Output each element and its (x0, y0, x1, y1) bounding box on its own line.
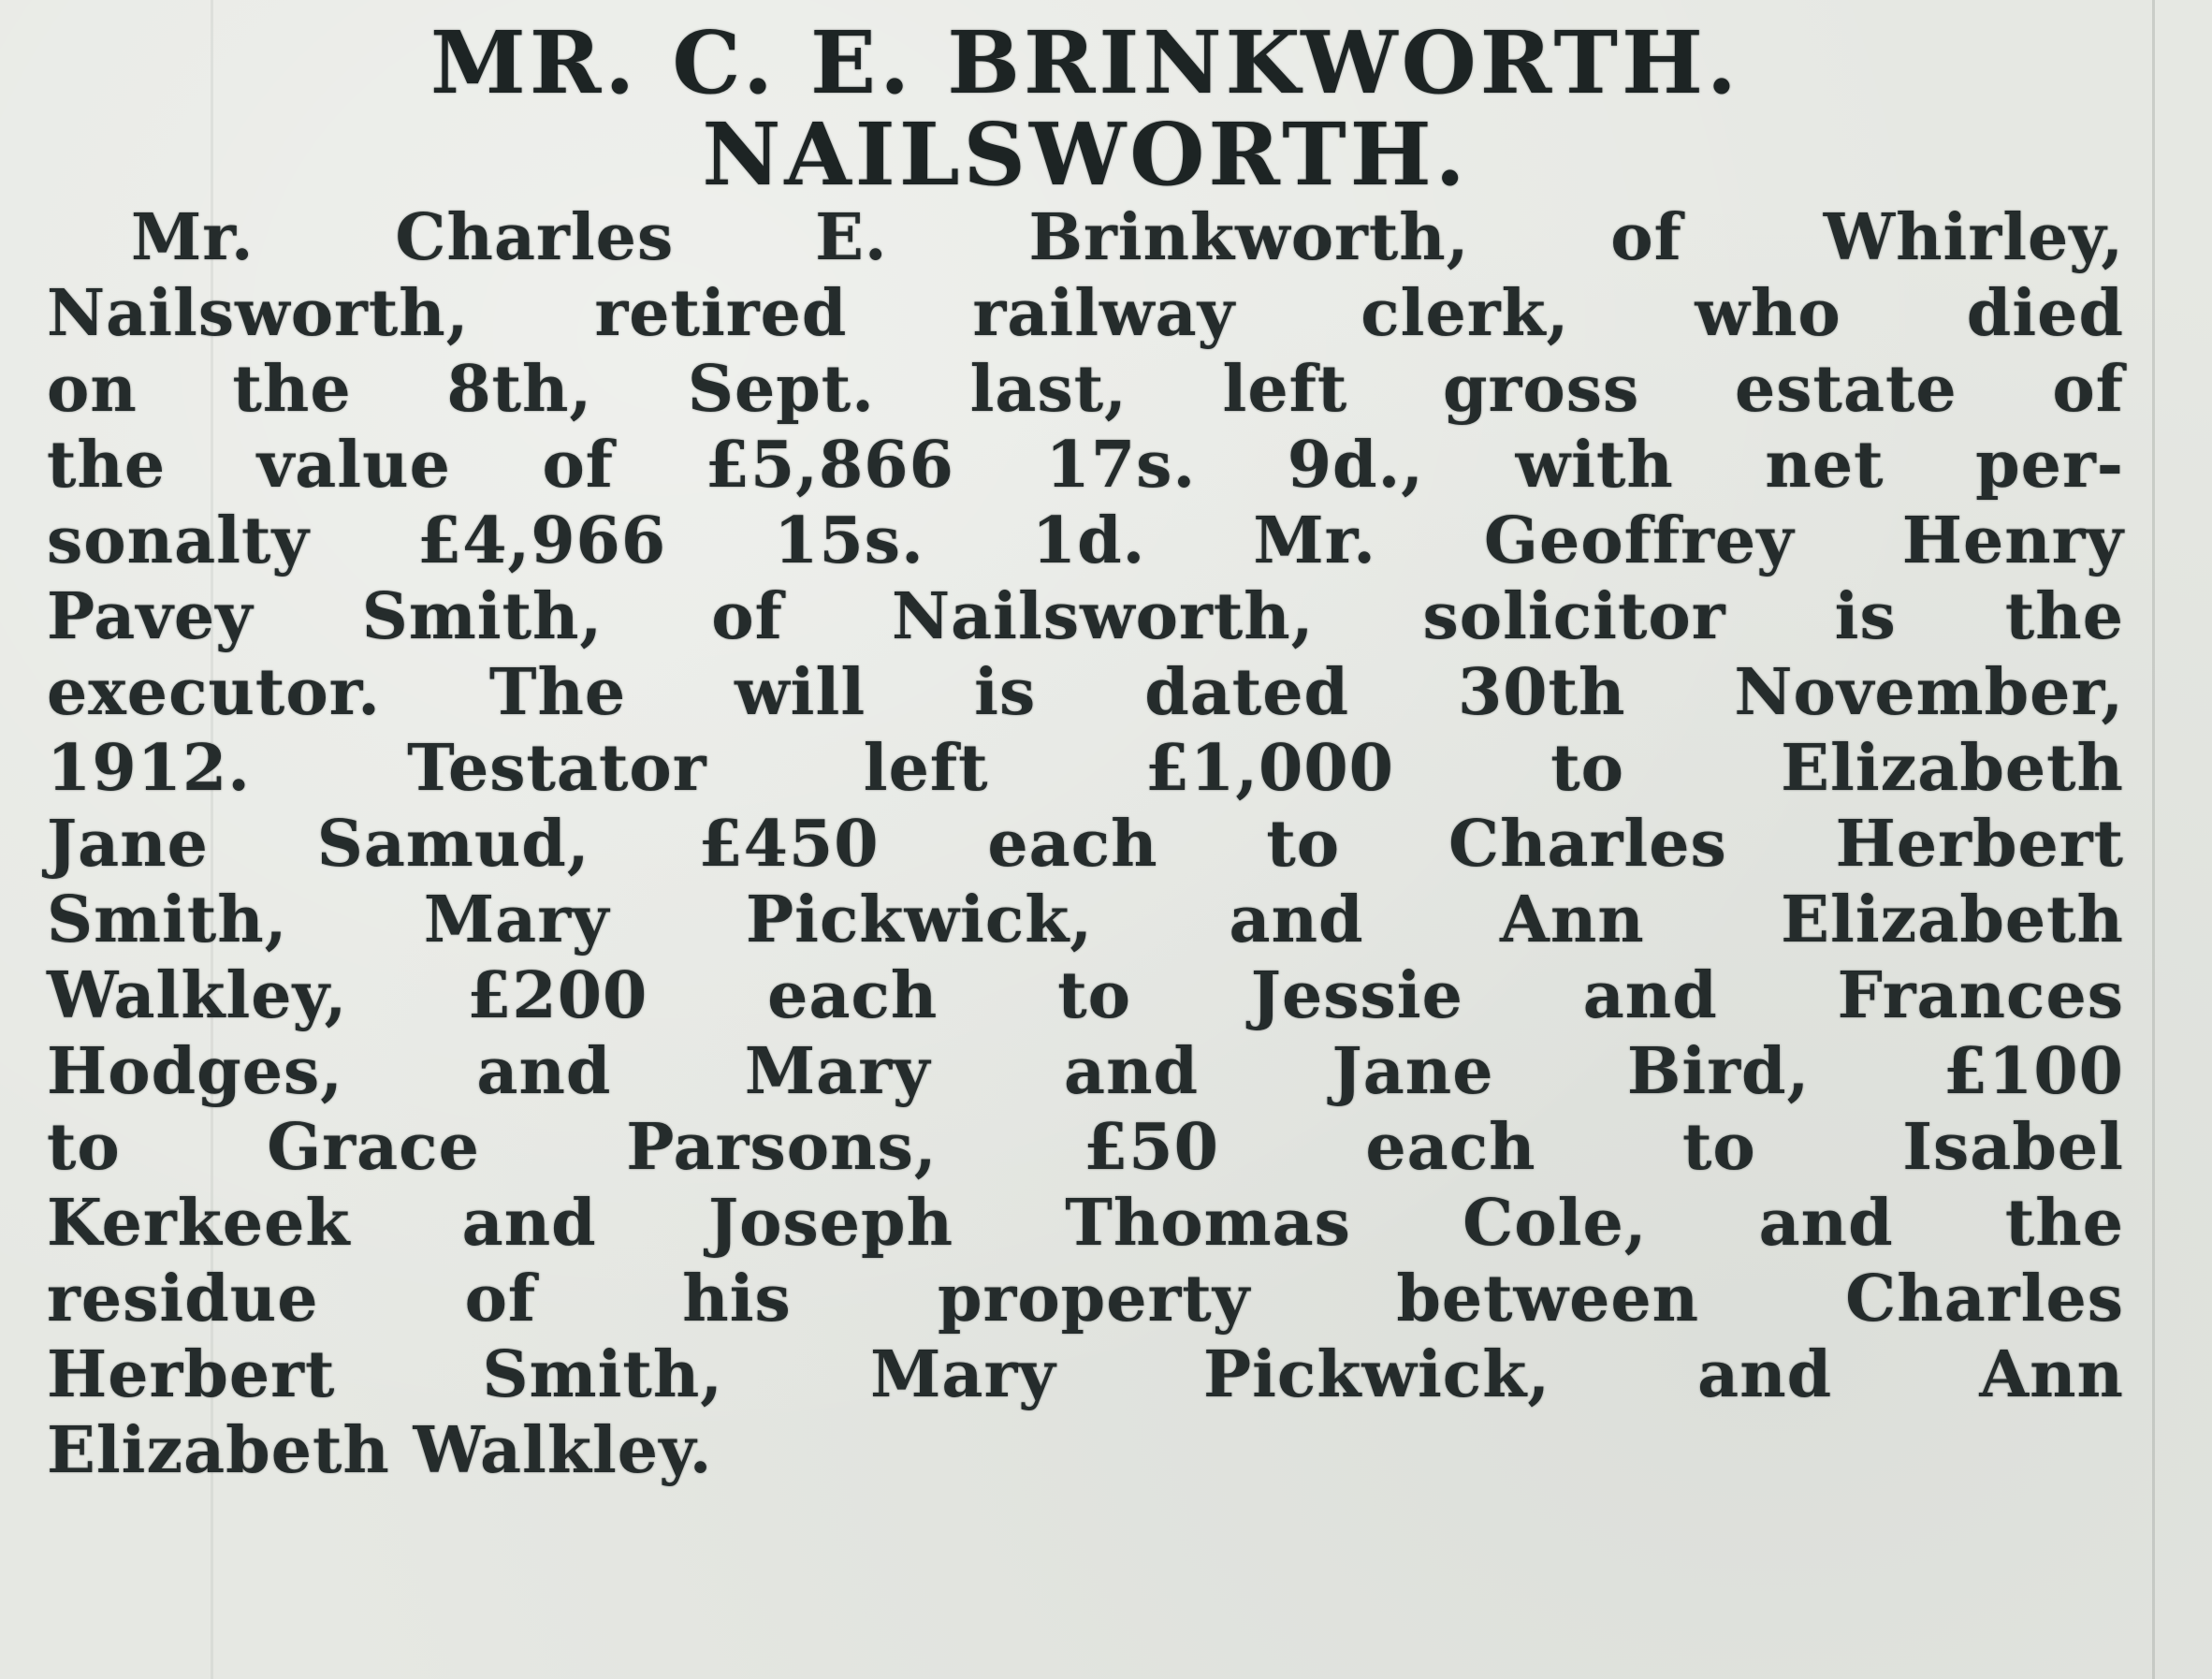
body-line: sonalty £4,966 15s. 1d. Mr. Geoffrey Henry (47, 504, 2124, 578)
body-line: Mr. Charles E. Brinkworth, of Whirley, (131, 200, 2124, 275)
obituary-article (47, 12, 2124, 1489)
body-line: Walkley, £200 each to Jessie and Frances (47, 958, 2124, 1033)
body-line: executor. The will is dated 30th November, (47, 655, 2124, 730)
body-line: Jane Samud, £450 each to Charles Herbert (47, 807, 2124, 882)
body-line: Pavey Smith, of Nailsworth, solicitor is the (47, 579, 2124, 654)
article-headline (47, 12, 2124, 205)
column-rule (2152, 0, 2155, 1679)
body-line: to Grace Parsons, £50 each to Isabel (47, 1110, 2124, 1185)
headline-place: NAILSWORTH. (702, 104, 1469, 205)
body-line: 1912. Testator left £1,000 to Elizabeth (47, 731, 2124, 806)
body-line: Smith, Mary Pickwick, and Ann Elizabeth (47, 883, 2124, 957)
body-line: Nailsworth, retired railway clerk, who died (47, 276, 2124, 351)
article-body (47, 200, 2124, 1489)
body-line: Elizabeth Walkley. (47, 1413, 713, 1488)
body-line: Hodges, and Mary and Jane Bird, £100 (47, 1034, 2124, 1109)
body-line: Kerkeek and Joseph Thomas Cole, and the (47, 1186, 2124, 1261)
headline-name: MR. C. E. BRINKWORTH. (430, 12, 1740, 113)
body-line: the value of £5,866 17s. 9d., with net per- (47, 428, 2124, 503)
body-line: residue of his property between Charles (47, 1262, 2124, 1336)
body-line: Herbert Smith, Mary Pickwick, and Ann (47, 1337, 2124, 1412)
body-line: on the 8th, Sept. last, left gross estate of (47, 352, 2124, 427)
